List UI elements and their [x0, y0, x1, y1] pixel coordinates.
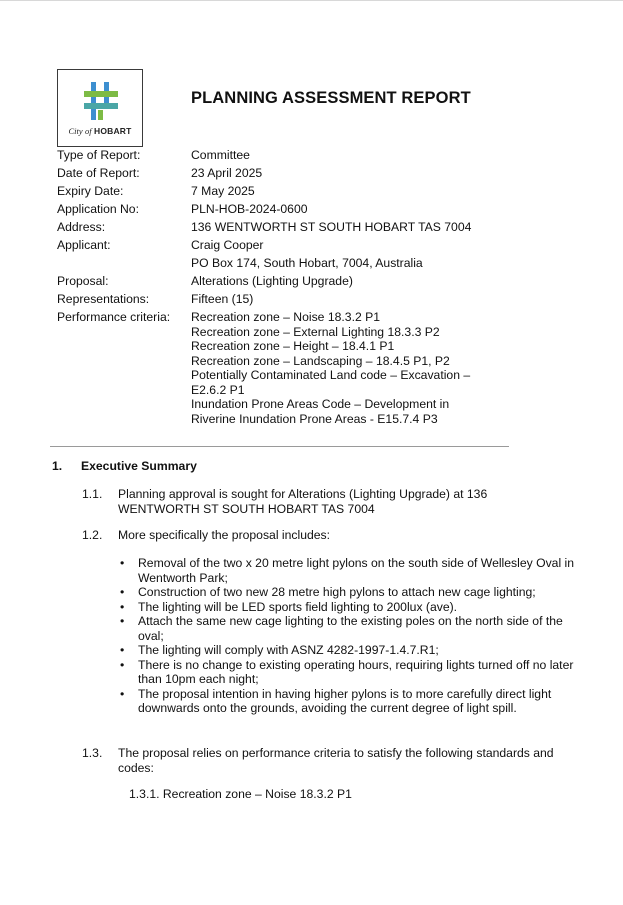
paragraph-number: 1.3.: [82, 746, 103, 760]
type-value: Committee: [191, 148, 250, 162]
date-label: Date of Report:: [57, 166, 140, 180]
meta-row-applicant: [57, 236, 471, 272]
address-value: 136 WENTWORTH ST SOUTH HOBART TAS 7004: [191, 220, 472, 234]
type-label: Type of Report:: [57, 148, 141, 162]
criteria-label: Performance criteria:: [57, 310, 171, 324]
section-title: Executive Summary: [81, 459, 197, 473]
bullet-icon: •: [120, 686, 125, 701]
criteria-item: E2.6.2 P1: [191, 382, 245, 397]
list-item: • The lighting will be LED sports field lighting to 200lux (ave).: [120, 599, 458, 614]
application-label: Application No:: [57, 202, 139, 216]
proposal-label: Proposal:: [57, 274, 109, 288]
criteria-item: Inundation Prone Areas Code – Development in: [191, 397, 450, 411]
paragraph-number: 1.2.: [82, 528, 103, 542]
paragraph-text: Planning approval is sought for Alterations (Lighting Upgrade) at 136 WENTWORTH ST SOUTH HOBART TAS 7004: [118, 487, 488, 516]
meta-row-application: [57, 200, 471, 218]
meta-row-type: [57, 146, 471, 164]
hobart-emblem-icon: [84, 82, 118, 120]
bullet-icon: •: [120, 585, 125, 599]
criteria-item: Recreation zone – Height – 18.4.1 P1: [191, 339, 395, 353]
logo-wordmark: City of HOBART: [68, 126, 132, 136]
bullet-icon: •: [120, 643, 125, 657]
proposal-value: Alterations (Lighting Upgrade): [191, 274, 353, 288]
criteria-item: Recreation zone – Landscaping – 18.4.5 P1, P2: [191, 353, 450, 368]
expiry-label: Expiry Date:: [57, 184, 124, 198]
bullet-icon: •: [120, 657, 125, 672]
meta-row-date: [57, 164, 471, 182]
proposal-bullet-list: [118, 556, 578, 716]
address-label: Address:: [57, 220, 106, 234]
list-item: • The proposal intention in having higher pylons is to more carefully direct light downwards onto the grounds, avoiding the current degree of light spill.: [120, 686, 552, 715]
application-value: PLN-HOB-2024-0600: [191, 202, 308, 216]
list-item: • Removal of the two x 20 metre light pylons on the south side of Wellesley Oval in Wentworth Park;: [120, 556, 575, 585]
date-value: 23 April 2025: [191, 166, 263, 180]
bullet-icon: •: [120, 599, 125, 614]
subsection-item: 1.3.1. Recreation zone – Noise 18.3.2 P1: [129, 787, 352, 801]
bullet-icon: •: [120, 614, 125, 628]
criteria-list: [191, 308, 470, 426]
meta-row-address: [57, 218, 471, 236]
list-item: • The lighting will comply with ASNZ 4282-1997-1.4.7.R1;: [120, 643, 439, 657]
meta-row-expiry: [57, 182, 471, 200]
meta-row-criteria: [57, 308, 471, 426]
section-number: 1.: [52, 459, 63, 473]
meta-row-representations: [57, 290, 471, 308]
paragraph-text: More specifically the proposal includes:: [118, 528, 331, 542]
applicant-value: [191, 236, 423, 272]
city-of-hobart-logo: [57, 69, 143, 147]
report-metadata: [57, 146, 471, 426]
top-border: [0, 0, 623, 1]
page-title: PLANNING ASSESSMENT REPORT: [191, 89, 471, 107]
list-item: • Attach the same new cage lighting to the existing poles on the north side of the oval;: [120, 614, 563, 643]
criteria-item: Potentially Contaminated Land code – Excavation –: [191, 368, 471, 382]
list-item: • Construction of two new 28 metre high pylons to attach new cage lighting;: [120, 585, 536, 599]
criteria-item: Riverine Inundation Prone Areas - E15.7.4 P3: [191, 411, 438, 426]
applicant-name: Craig Cooper: [191, 238, 264, 252]
list-item: • There is no change to existing operating hours, requiring lights turned off no later than 10pm each night;: [120, 657, 574, 686]
bullet-icon: •: [120, 556, 125, 570]
paragraph-number: 1.1.: [82, 487, 103, 501]
representations-label: Representations:: [57, 292, 150, 306]
meta-row-proposal: [57, 272, 471, 290]
applicant-label: Applicant:: [57, 238, 111, 252]
criteria-item: Recreation zone – Noise 18.3.2 P1: [191, 310, 381, 324]
criteria-item: Recreation zone – External Lighting 18.3.3 P2: [191, 324, 440, 339]
representations-value: Fifteen (15): [191, 292, 254, 306]
section-divider: [50, 446, 509, 447]
expiry-value: 7 May 2025: [191, 184, 255, 198]
applicant-address: PO Box 174, South Hobart, 7004, Australia: [191, 256, 423, 270]
paragraph-text: The proposal relies on performance criteria to satisfy the following standards and codes:: [118, 746, 554, 775]
